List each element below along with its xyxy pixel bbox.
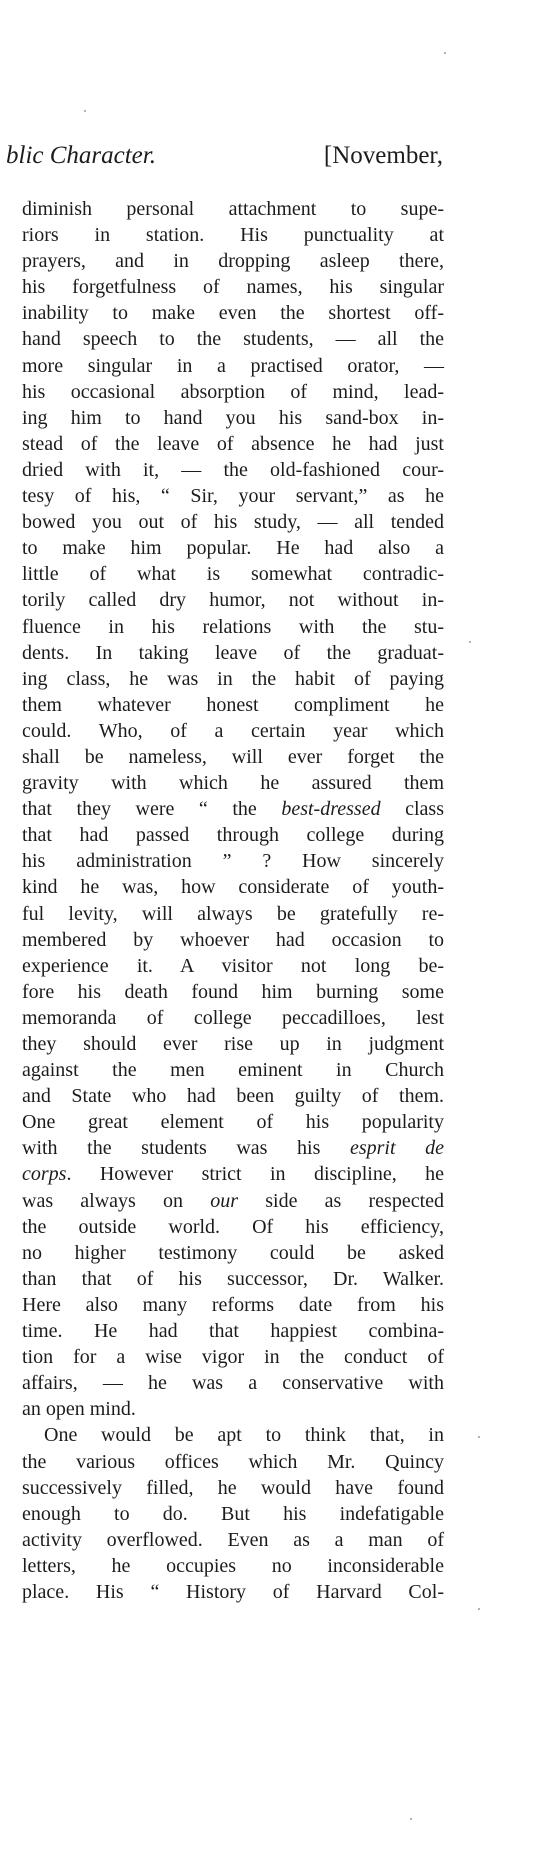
- text-line: successively filled, he would have found: [22, 1476, 444, 1499]
- text-line: letters, he occupies no inconsiderable: [22, 1554, 444, 1577]
- text-line: his administration ” ? How sincerely: [22, 850, 444, 873]
- text-line: Here also many reforms date from his: [22, 1293, 444, 1316]
- text-line: diminish personal attachment to supe-: [22, 198, 444, 220]
- text-line: inability to make even the shortest off-: [22, 302, 444, 325]
- text-line: could. Who, of a certain year which: [22, 719, 444, 742]
- text-line: place. His “ History of Harvard Col-: [22, 1580, 444, 1603]
- running-title: blic Character.: [6, 142, 156, 169]
- text-line: dried with it, — the old-fashioned cour-: [22, 458, 444, 481]
- text-line: One would be apt to think that, in: [44, 1424, 444, 1447]
- text-line: memoranda of college peccadilloes, lest: [22, 1006, 444, 1029]
- text-line: that had passed through college during: [22, 824, 444, 847]
- text-line: experience it. A visitor not long be-: [22, 954, 444, 977]
- text-line: ing him to hand you his sand-box in-: [22, 406, 444, 429]
- text-line: riors in station. His punctuality at: [22, 224, 444, 247]
- text-line: ful levity, will always be gratefully re-: [22, 902, 444, 925]
- running-header: [6, 138, 443, 174]
- running-date: [November,: [323, 142, 443, 169]
- text-line: more singular in a practised orator, —: [22, 354, 444, 377]
- text-line: fluence in his relations with the stu-: [22, 615, 444, 638]
- text-line: torily called dry humor, not without in-: [22, 589, 444, 612]
- text-line: time. He had that happiest combina-: [22, 1320, 444, 1343]
- text-line: them whatever honest compliment he: [22, 693, 444, 716]
- text-line: gravity with which he assured them: [22, 772, 444, 795]
- text-line: against the men eminent in Church: [22, 1059, 444, 1082]
- text-line: fore his death found him burning some: [22, 980, 444, 1003]
- scan-speck: [84, 110, 86, 112]
- text-line: the various offices which Mr. Quincy: [22, 1450, 444, 1473]
- text-line: shall be nameless, will ever forget the: [22, 745, 444, 768]
- text-line: prayers, and in dropping asleep there,: [22, 250, 444, 273]
- text-line: bowed you out of his study, — all tended: [22, 511, 444, 534]
- text-line: activity overflowed. Even as a man of: [22, 1528, 444, 1551]
- text-line: tion for a wise vigor in the conduct of: [22, 1346, 444, 1369]
- text-line: that they were “ the best-dressed class: [22, 798, 444, 821]
- text-line: they should ever rise up in judgment: [22, 1033, 444, 1055]
- scan-speck: [444, 52, 446, 54]
- text-line: affairs, — he was a conservative with: [22, 1372, 444, 1395]
- text-line: the outside world. Of his efficiency,: [22, 1215, 444, 1238]
- text-line: little of what is somewhat contradic-: [22, 563, 444, 586]
- text-line: kind he was, how considerate of youth-: [22, 876, 444, 899]
- text-line: hand speech to the students, — all the: [22, 328, 444, 351]
- scan-speck: [410, 1818, 412, 1820]
- text-line: enough to do. But his indefatigable: [22, 1502, 444, 1525]
- text-line: an open mind.: [22, 1398, 136, 1421]
- text-line: tesy of his, “ Sir, your servant,” as he: [22, 485, 444, 508]
- text-line: corps. However strict in discipline, he: [22, 1163, 444, 1186]
- text-line: was always on our side as respected: [22, 1189, 445, 1212]
- text-line: his forgetfulness of names, his singular: [22, 276, 444, 299]
- paragraph-1: [22, 196, 444, 1422]
- scan-speck: [469, 641, 471, 643]
- scan-speck: [478, 1436, 480, 1438]
- text-line: dents. In taking leave of the graduat-: [22, 641, 444, 664]
- text-line: with the students was his esprit de: [22, 1137, 444, 1160]
- text-line: stead of the leave of absence he had just: [22, 432, 444, 455]
- text-line: than that of his successor, Dr. Walker.: [22, 1267, 444, 1290]
- text-line: One great element of his popularity: [22, 1111, 444, 1134]
- body-text: [22, 196, 444, 1605]
- text-line: and State who had been guilty of them.: [22, 1085, 444, 1108]
- paragraph-2: [22, 1422, 444, 1605]
- text-line: membered by whoever had occasion to: [22, 928, 444, 951]
- text-line: to make him popular. He had also a: [22, 537, 444, 560]
- text-line: ing class, he was in the habit of paying: [22, 667, 444, 690]
- text-line: his occasional absorption of mind, lead-: [22, 380, 444, 403]
- text-line: no higher testimony could be asked: [22, 1241, 444, 1264]
- scan-speck: [478, 1608, 480, 1610]
